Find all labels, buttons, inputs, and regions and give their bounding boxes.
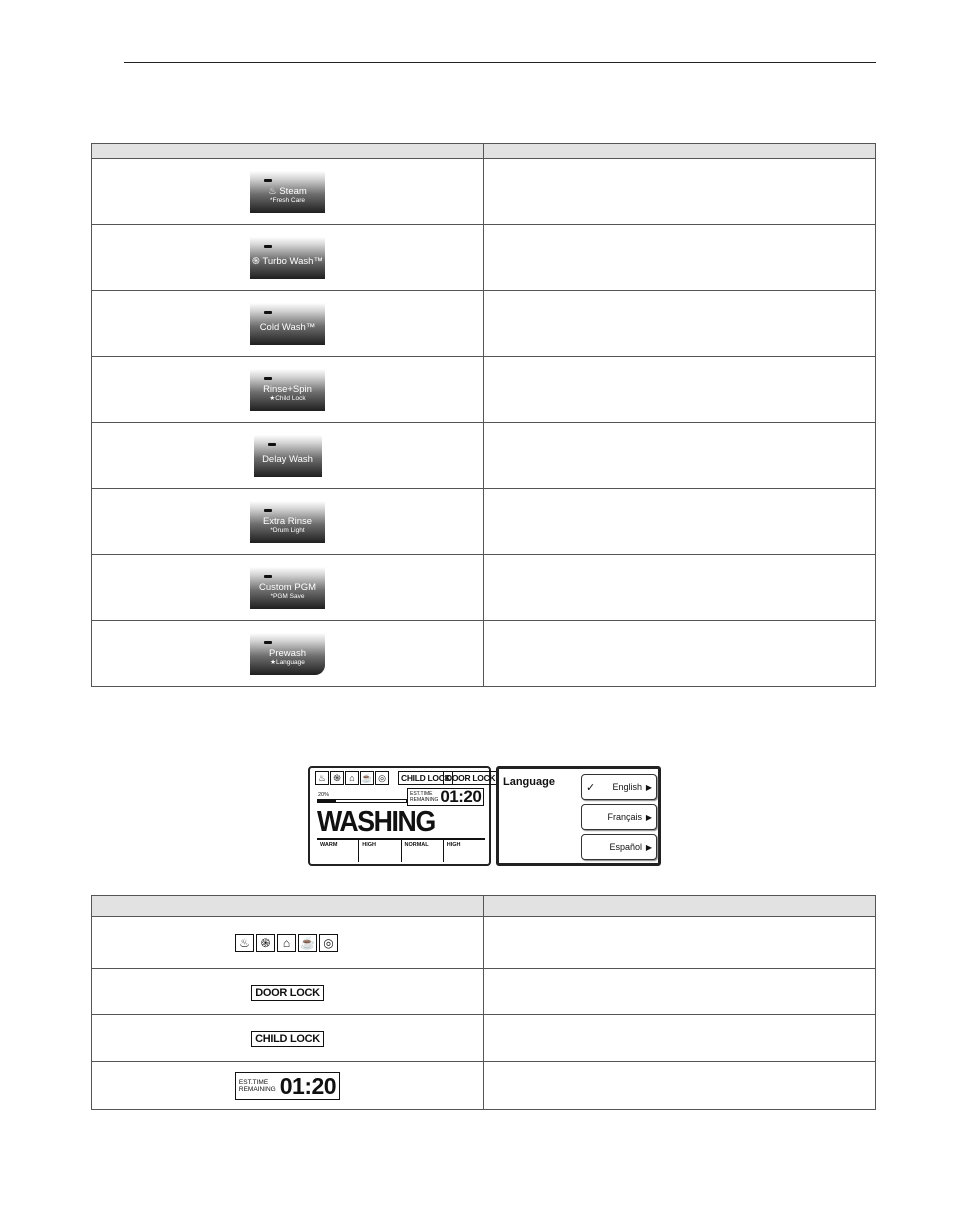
option-button-cell: [92, 555, 484, 621]
turbowash-icon: ֍: [256, 934, 275, 952]
led-indicator: [264, 245, 272, 248]
setting-value: HIGH: [443, 840, 485, 862]
checkmark-icon: ✓: [586, 781, 596, 794]
option-button-custom-pgm: [250, 567, 325, 609]
led-indicator: [264, 575, 272, 578]
table-header-row: [92, 896, 876, 917]
iron-icon: ⌂: [277, 934, 296, 952]
steam-icon: ♨: [268, 186, 280, 197]
prewash-icon: ☕: [360, 771, 374, 785]
option-button-cell: [92, 159, 484, 225]
led-indicator: [264, 377, 272, 380]
option-button-text: Prewash: [269, 648, 306, 659]
option-button-prewash: [250, 633, 325, 675]
settings-row: [317, 840, 485, 862]
indicator-icons-cell: [92, 917, 484, 969]
control-display: [308, 766, 496, 866]
language-option-label: English: [612, 782, 642, 792]
option-button-cell: [92, 225, 484, 291]
led-indicator: [264, 641, 272, 644]
option-button-sublabel: *Drum Light: [270, 527, 305, 534]
table-row: [92, 1062, 876, 1110]
option-button-extra-rinse: [250, 501, 325, 543]
table-row: [92, 1015, 876, 1062]
steam-icon: ♨: [315, 771, 329, 785]
table-row: [92, 489, 876, 555]
language-option-label: Français: [607, 812, 642, 822]
progress-bar: [317, 799, 407, 803]
description-cell: [484, 621, 876, 687]
led-indicator: [264, 509, 272, 512]
prewash-icon: ☕: [298, 934, 317, 952]
progress-label: 20%: [318, 792, 330, 798]
description-cell: [484, 1015, 876, 1062]
option-button-text: Extra Rinse: [262, 516, 313, 527]
cycle-status: WASHING: [317, 806, 435, 838]
est-time-cell: [92, 1062, 484, 1110]
language-option-2[interactable]: [581, 834, 657, 860]
description-cell: [484, 159, 876, 225]
arrow-right-icon: ▶: [645, 782, 652, 792]
option-button-label: [252, 256, 323, 267]
door-lock-cell: [92, 969, 484, 1015]
language-panel: [496, 766, 661, 866]
description-cell: [484, 423, 876, 489]
option-button-cell: [92, 291, 484, 357]
led-indicator: [268, 443, 276, 446]
header-cell-indicator: [92, 896, 484, 917]
language-option-label: Español: [609, 842, 642, 852]
description-cell: [484, 291, 876, 357]
indicator-icon-row: [235, 934, 340, 952]
table-row: [92, 291, 876, 357]
option-button-label: [259, 582, 316, 593]
option-button-cell: [92, 489, 484, 555]
est-time-label: EST.TIME REMAINING: [238, 1078, 276, 1094]
door-lock-indicator: DOOR LOCK: [251, 985, 324, 1001]
description-cell: [484, 357, 876, 423]
language-option-1[interactable]: [581, 804, 657, 830]
setting-value: NORMAL: [401, 840, 443, 862]
header-cell-description: [484, 896, 876, 917]
option-button-cold-wash: [250, 303, 325, 345]
door-lock-indicator: DOOR LOCK: [443, 771, 498, 785]
option-button-label: [268, 186, 307, 197]
time-remaining: 01:20: [440, 787, 482, 806]
option-button-cell: [92, 423, 484, 489]
arrow-right-icon: ▶: [645, 812, 652, 822]
option-button-text: Delay Wash: [262, 454, 313, 465]
description-cell: [484, 555, 876, 621]
child-lock-indicator: CHILD LOCK: [398, 771, 453, 785]
options-table: [91, 143, 876, 687]
description-cell: [484, 917, 876, 969]
option-button-label: [269, 648, 306, 659]
table-row: [92, 225, 876, 291]
option-button-text: Rinse+Spin: [263, 384, 312, 395]
language-title: Language: [503, 776, 555, 788]
progress-bar-fill: [318, 800, 336, 802]
steam-icon: ♨: [235, 934, 254, 952]
header-cell-description: [484, 144, 876, 159]
option-button-rinse-spin: [250, 369, 325, 411]
child-lock-indicator: CHILD LOCK: [251, 1031, 324, 1047]
table-row: [92, 621, 876, 687]
option-button-sublabel: ★Language: [270, 659, 305, 666]
time-remaining: 01:20: [279, 1073, 337, 1100]
table-row: [92, 423, 876, 489]
table-row: [92, 555, 876, 621]
led-indicator: [264, 311, 272, 314]
header-cell-option: [92, 144, 484, 159]
option-button-sublabel: *Fresh Care: [269, 197, 306, 204]
option-button-text: Steam: [279, 186, 307, 197]
est-time-display: [407, 788, 484, 806]
iron-icon: ⌂: [345, 771, 359, 785]
description-cell: [484, 969, 876, 1015]
option-button-turbo-wash: [250, 237, 325, 279]
rinse-icon: ◎: [375, 771, 389, 785]
setting-value: WARM: [320, 842, 338, 848]
display-icon-row: [315, 771, 390, 785]
description-cell: [484, 1062, 876, 1110]
rinse-icon: ◎: [319, 934, 338, 952]
table-row: [92, 917, 876, 969]
led-indicator: [264, 179, 272, 182]
description-cell: [484, 489, 876, 555]
option-button-label: [262, 454, 313, 465]
option-button-label: [263, 516, 312, 527]
setting-value: HIGH: [358, 840, 400, 862]
option-button-cell: [92, 621, 484, 687]
turbowash-icon: ֍: [252, 256, 263, 267]
option-button-text: Custom PGM: [258, 582, 316, 593]
description-cell: [484, 225, 876, 291]
option-button-sublabel: ★Child Lock: [269, 395, 306, 402]
indicator-table: [91, 895, 876, 1110]
table-row: [92, 969, 876, 1015]
top-rule: [124, 62, 876, 63]
table-row: [92, 159, 876, 225]
est-time-label: EST.TIME REMAINING: [410, 791, 439, 803]
option-button-cell: [92, 357, 484, 423]
option-button-label: [263, 384, 312, 395]
turbowash-icon: ֍: [330, 771, 344, 785]
option-button-label: [260, 322, 316, 333]
option-button-steam: [250, 171, 325, 213]
est-time-indicator: [235, 1072, 340, 1100]
table-header-row: [92, 144, 876, 159]
option-button-text: Cold Wash™: [259, 322, 316, 333]
arrow-right-icon: ▶: [645, 842, 652, 852]
language-option-0[interactable]: [581, 774, 657, 800]
child-lock-cell: [92, 1015, 484, 1062]
table-row: [92, 357, 876, 423]
option-button-delay-wash: [254, 435, 322, 477]
option-button-text: Turbo Wash™: [262, 256, 323, 267]
option-button-sublabel: *PGM Save: [270, 593, 305, 600]
